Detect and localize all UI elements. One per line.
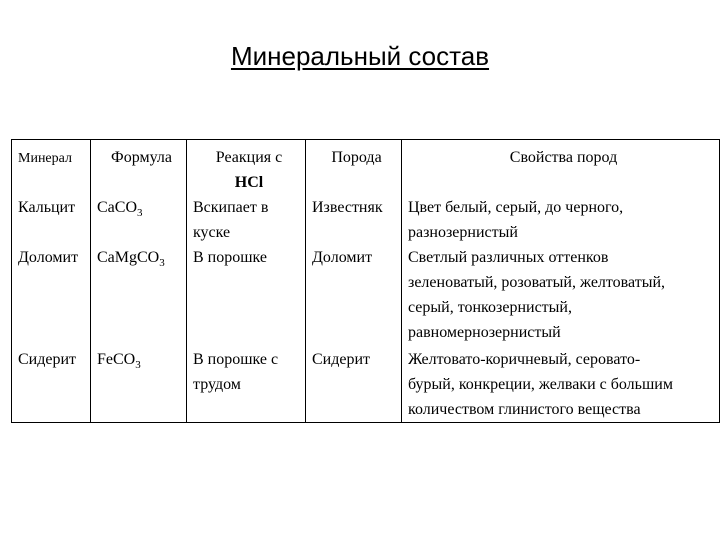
cell-formula	[91, 245, 187, 345]
header-reaction-line2: НCl	[234, 174, 264, 191]
cell-reaction	[187, 195, 306, 245]
reaction-line2: трудом	[193, 376, 241, 393]
table-row	[12, 195, 720, 245]
properties-line: Цвет белый, серый, до черного,	[408, 199, 624, 216]
cell-mineral: Кальцит	[12, 195, 91, 245]
cell-properties	[402, 195, 720, 245]
cell-rock: Доломит	[306, 245, 402, 345]
header-reaction-line1: Реакция с	[215, 149, 283, 166]
formula-main: CaMgCO	[97, 249, 160, 266]
cell-reaction	[187, 245, 306, 345]
minerals-table	[11, 139, 720, 423]
formula-sub: 3	[137, 207, 143, 219]
properties-line: серый, тонкозернистый,	[408, 299, 572, 316]
formula-sub: 3	[159, 257, 165, 269]
reaction-line1: В порошке с	[193, 351, 279, 368]
header-rock: Порода	[306, 140, 402, 196]
properties-line: Желтовато-коричневый, серовато-	[408, 351, 641, 368]
reaction-line1: В порошке	[193, 249, 268, 266]
cell-reaction	[187, 345, 306, 423]
cell-properties	[402, 245, 720, 345]
cell-formula	[91, 195, 187, 245]
properties-line: бурый, конкреции, желваки с большим	[408, 376, 673, 393]
page-title-text: Минеральный состав	[230, 41, 490, 71]
formula-sub: 3	[135, 359, 141, 371]
properties-line: Светлый различных оттенков	[408, 249, 609, 266]
properties-line: зеленоватый, розоватый, желтоватый,	[408, 274, 666, 291]
formula-main: CaCO	[97, 199, 137, 216]
properties-line: количеством глинистого вещества	[408, 401, 641, 418]
table-row	[12, 345, 720, 423]
properties-line: равномернозернистый	[408, 324, 561, 341]
reaction-line2: куске	[193, 224, 231, 241]
cell-rock: Сидерит	[306, 345, 402, 423]
page-title	[0, 40, 720, 72]
reaction-line1: Вскипает в	[193, 199, 269, 216]
header-mineral: Минерал	[12, 140, 91, 196]
table-header-row	[12, 140, 720, 196]
formula-main: FeCO	[97, 351, 136, 368]
header-formula: Формула	[91, 140, 187, 196]
cell-properties	[402, 345, 720, 423]
cell-mineral: Доломит	[12, 245, 91, 345]
cell-rock: Известняк	[306, 195, 402, 245]
properties-line: разнозернистый	[408, 224, 518, 241]
header-properties: Свойства пород	[402, 140, 720, 196]
cell-formula	[91, 345, 187, 423]
table-row	[12, 245, 720, 345]
cell-mineral: Сидерит	[12, 345, 91, 423]
header-reaction	[187, 140, 306, 196]
